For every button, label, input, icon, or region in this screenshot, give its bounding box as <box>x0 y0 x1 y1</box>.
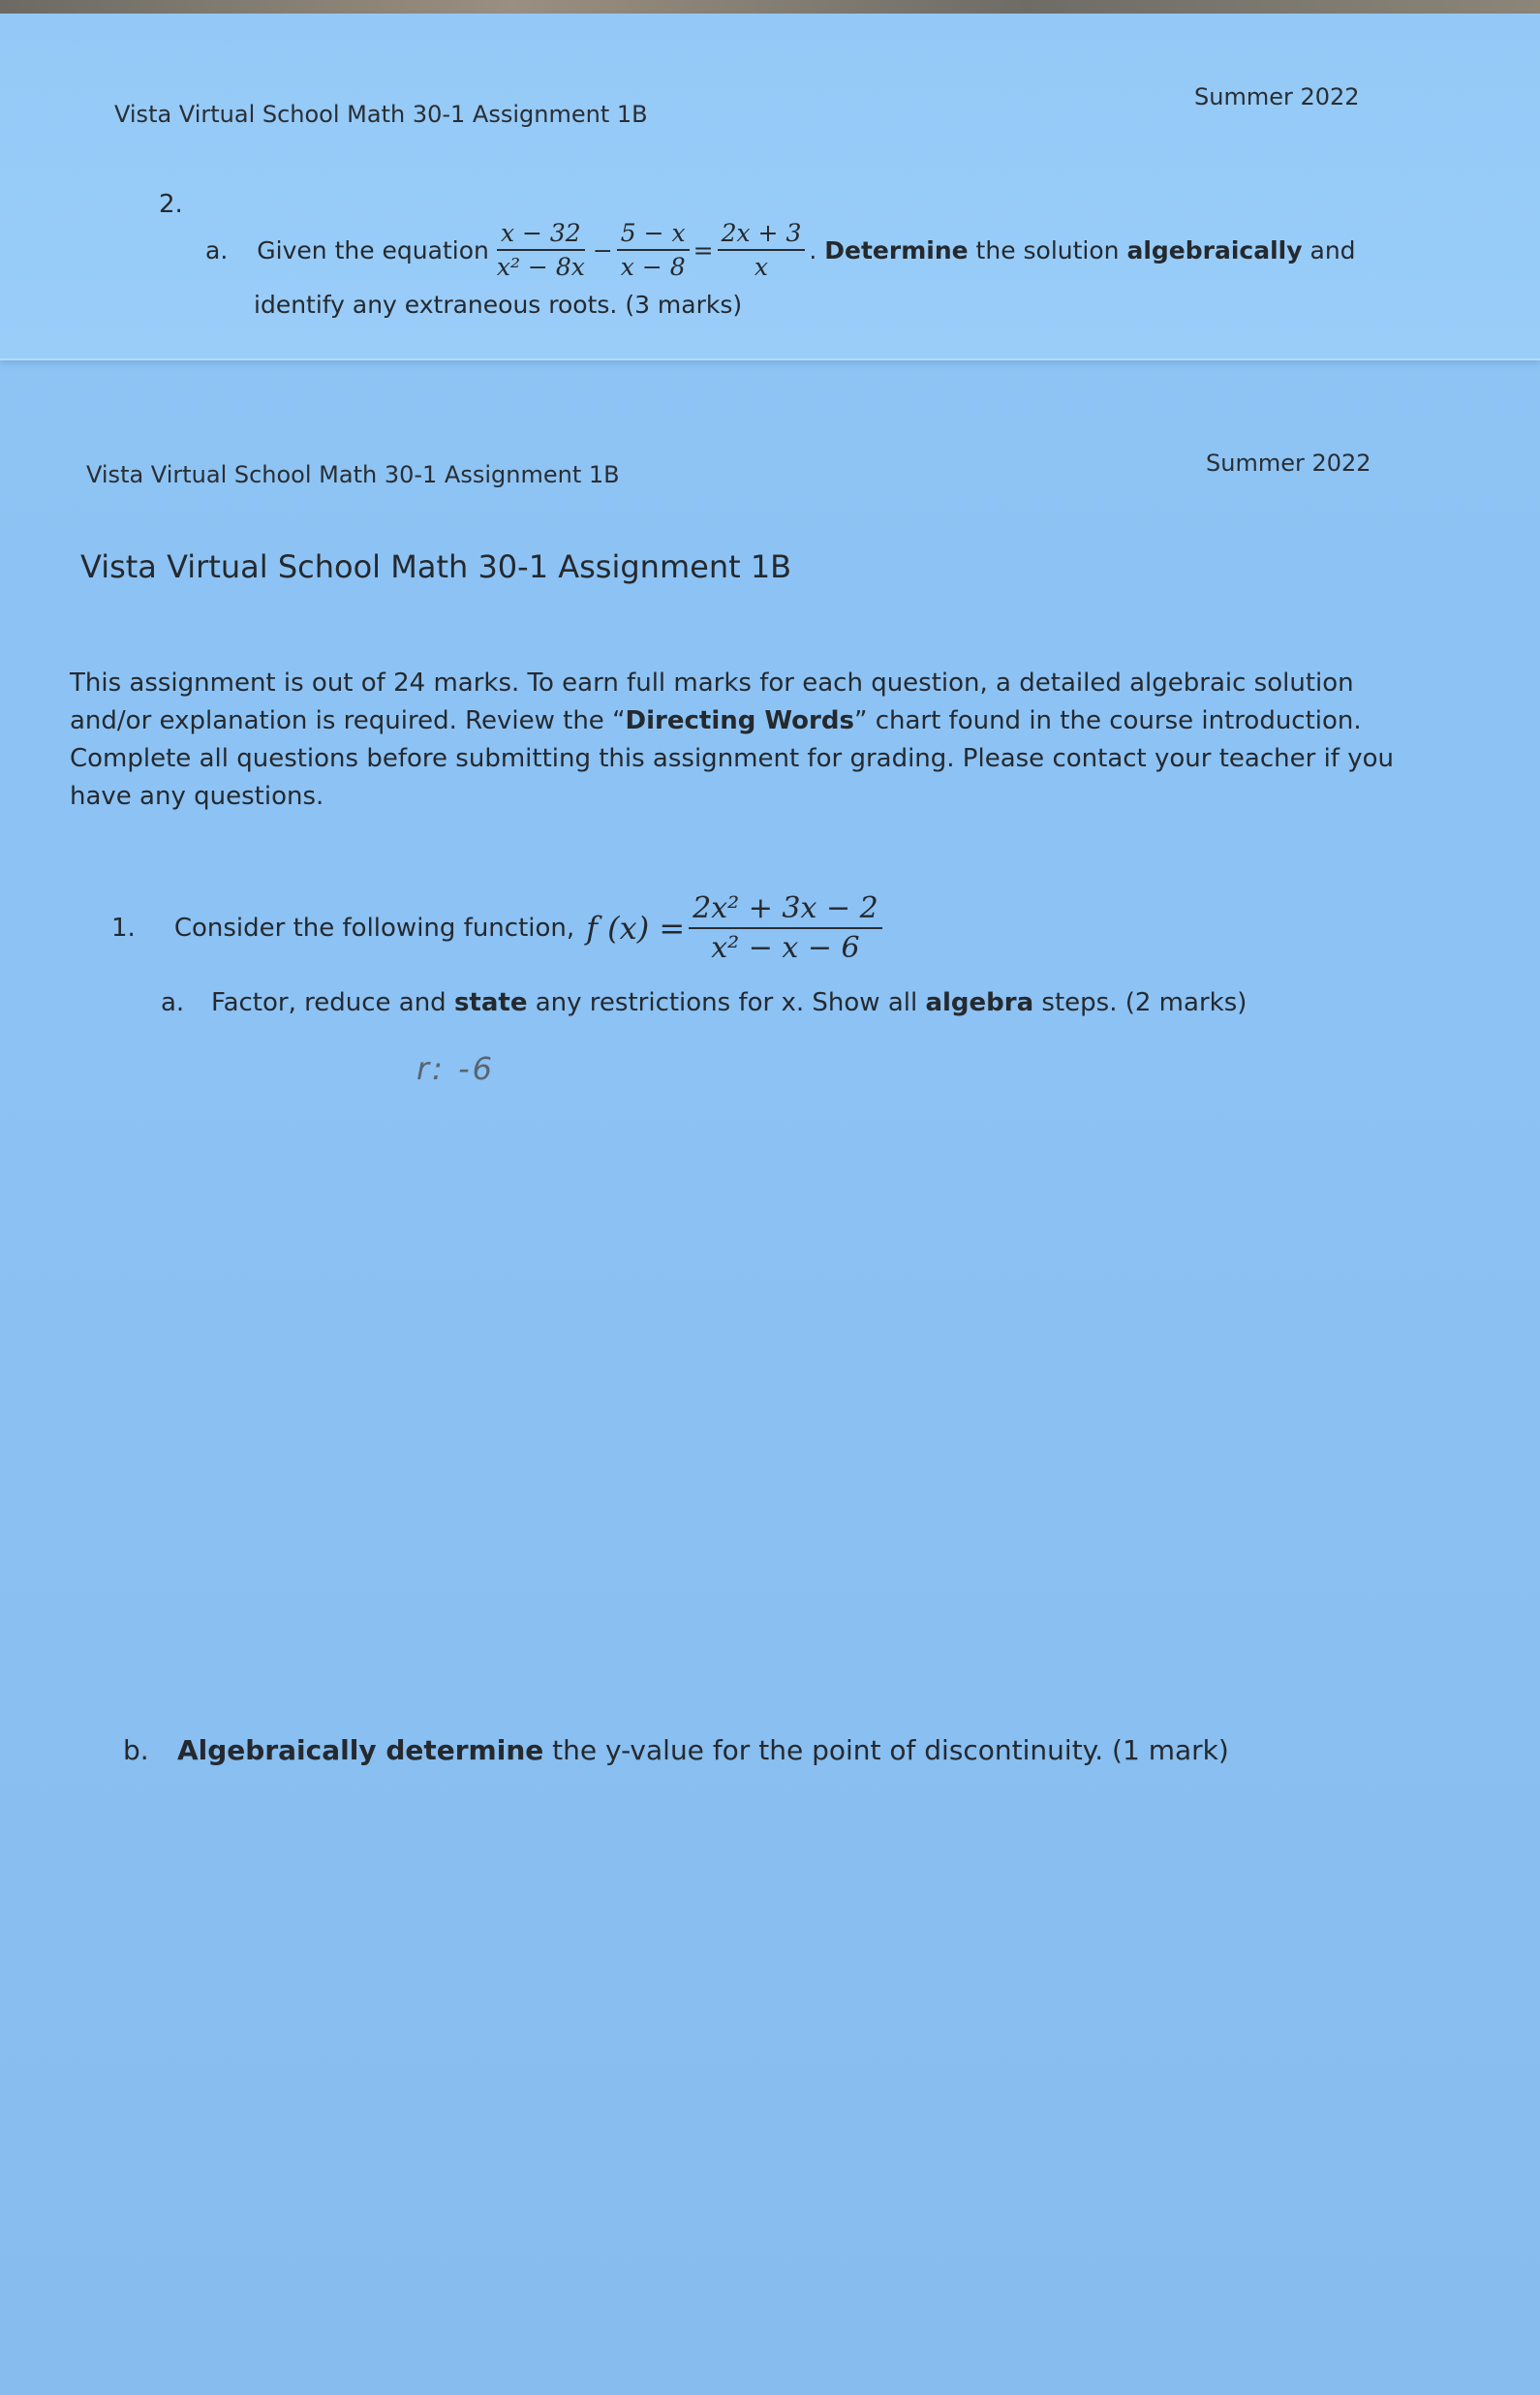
minus-sign: − <box>592 235 613 264</box>
header-right: Summer 2022 <box>1206 450 1371 477</box>
text-segment: the solution <box>968 235 1127 264</box>
part-label: a. <box>205 235 229 264</box>
text-segment: steps. (2 marks) <box>1033 988 1247 1017</box>
text-segment: any restrictions for x. Show all <box>527 988 926 1017</box>
intro-paragraph <box>70 665 1426 816</box>
equation-fraction-3 <box>718 219 806 281</box>
text-segment: the y-value for the point of discontinuity. (1 mark) <box>543 1734 1229 1766</box>
fraction-denominator: x − 8 <box>620 253 686 281</box>
fraction-numerator: 2x² + 3x − 2 <box>689 891 882 929</box>
part-label: a. <box>161 988 185 1017</box>
question-number: 1. <box>111 914 136 943</box>
question-1 <box>111 891 886 965</box>
question-2-sheet <box>0 14 1540 360</box>
equation-fraction-1 <box>493 219 589 281</box>
bold-directing-word: state <box>453 988 528 1017</box>
header-left: Vista Virtual School Math 30-1 Assignment 1B <box>114 101 648 128</box>
fraction-denominator: x <box>754 253 769 281</box>
text-segment: and/or explanation is required. Review the “ <box>70 706 626 735</box>
fraction-numerator: 2x + 3 <box>718 219 806 251</box>
fraction-numerator: x − 32 <box>497 219 585 251</box>
bold-directing-word: algebraically <box>1126 235 1303 264</box>
fraction-denominator: x² − x − 6 <box>711 931 860 965</box>
question-1a <box>161 988 1247 1017</box>
equals-sign: = <box>693 235 714 264</box>
question-number: 2. <box>159 190 183 219</box>
bold-directing-words: Algebraically determine <box>177 1734 544 1766</box>
intro-line: Complete all questions before submitting this assignment for grading. Please contact your teacher if you <box>70 744 1394 773</box>
text-segment: Factor, reduce and <box>211 988 454 1017</box>
text-segment: . <box>809 235 825 264</box>
fraction-denominator: x² − 8x <box>496 253 585 281</box>
text-segment: ” chart found in the course introduction. <box>853 706 1362 735</box>
background-table-edge <box>0 0 1540 14</box>
question-2a-line-2: identify any extraneous roots. (3 marks) <box>254 291 743 319</box>
intro-line: This assignment is out of 24 marks. To earn full marks for each question, a detailed algebraic solution <box>70 669 1354 698</box>
bold-directing-word: Determine <box>824 235 969 264</box>
part-label: b. <box>123 1734 149 1766</box>
bold-directing-word: algebra <box>925 988 1034 1017</box>
equation-prefix: Given the equation <box>257 235 489 264</box>
assignment-sheet <box>0 360 1540 2395</box>
handwritten-answer: r: -6 <box>416 1050 496 1087</box>
function-fraction <box>689 891 882 965</box>
equation-fraction-2 <box>617 219 690 281</box>
fraction-numerator: 5 − x <box>617 219 690 251</box>
header-right: Summer 2022 <box>1194 83 1360 110</box>
question-1b <box>123 1734 1229 1766</box>
intro-line: have any questions. <box>70 782 324 811</box>
bold-directing-words: Directing Words <box>625 706 854 735</box>
header-left: Vista Virtual School Math 30-1 Assignment 1B <box>86 461 620 488</box>
text-segment: and <box>1302 235 1356 264</box>
page-title: Vista Virtual School Math 30-1 Assignment 1B <box>80 548 792 585</box>
intro-line <box>70 702 1426 740</box>
function-lhs: f (x) = <box>586 910 686 947</box>
question-2a <box>205 219 1356 281</box>
question-prefix: Consider the following function, <box>173 914 575 943</box>
